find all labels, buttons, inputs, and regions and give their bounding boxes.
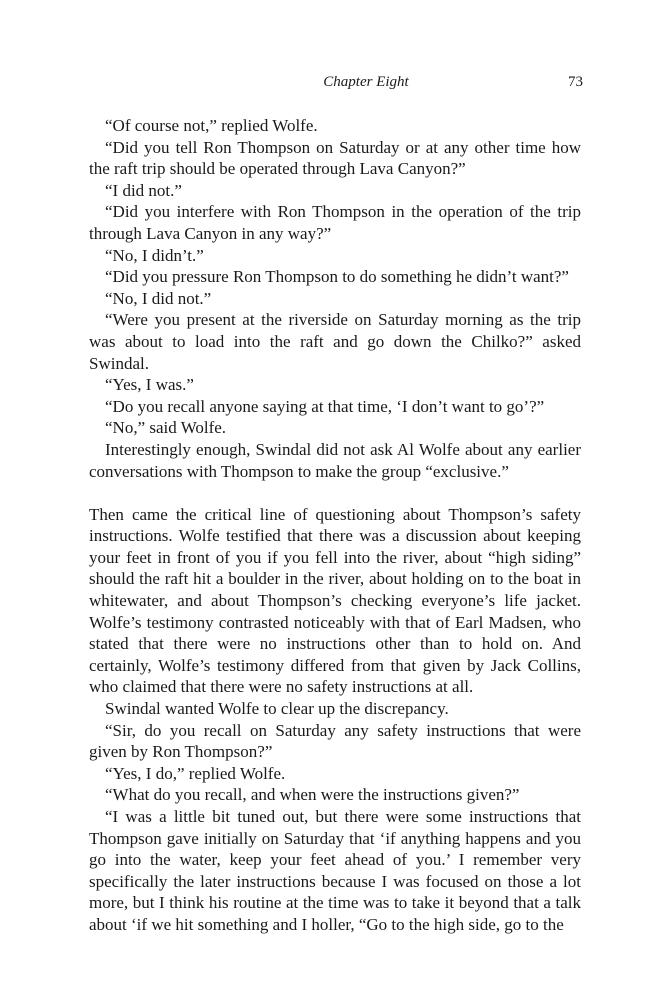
paragraph: “What do you recall, and when were the instructions given?” — [105, 785, 520, 805]
body-text — [89, 115, 581, 936]
paragraph: “Did you tell Ron Thompson on Saturday or at any other time how the raft trip should be operated through Lava Canyon?” — [89, 137, 581, 179]
section-paragraph: Then came the critical line of questioning about Thompson’s safety instructions. Wolfe testified that there was a discussion about keeping your feet in front of you if you fell into the river, about “high siding” should the raft hit a boulder in the river, about holding on to the boat in whitewater, and about Thompson’s checking everyone’s life jacket. Wolfe’s testimony contrasted noticeably with that of Earl Madsen, who stated that there were no instructions other than to hold on. And certainly, Wolfe’s testimony differed from that given by Jack Collins, who claimed that there were no safety instructions at all. — [89, 504, 581, 697]
paragraph: “Were you present at the riverside on Saturday morning as the trip was about to load into the raft and go down the Chilko?” asked Swindal. — [89, 310, 581, 373]
paragraph: “I did not.” — [105, 180, 182, 200]
paragraph: “Did you interfere with Ron Thompson in the operation of the trip through Lava Canyon in any way?” — [89, 202, 581, 243]
page-header — [89, 74, 583, 96]
paragraph: “Yes, I was.” — [105, 375, 194, 395]
paragraph: “Did you pressure Ron Thompson to do something he didn’t want?” — [105, 267, 569, 287]
paragraph: “Do you recall anyone saying at that time, ‘I don’t want to go’?” — [105, 396, 545, 416]
page-number: 73 — [568, 74, 583, 90]
paragraph: “No,” said Wolfe. — [105, 418, 227, 438]
paragraph: Swindal wanted Wolfe to clear up the discrepancy. — [105, 699, 449, 719]
paragraph: “Sir, do you recall on Saturday any safety instructions that were given by Ron Thompson?” — [89, 720, 581, 762]
paragraph: “I was a little bit tuned out, but there were some instructions that Thompson gave initially on Saturday that ‘if anything happens and you go into the water, keep your feet ahead of you.’ I remember very specifically the later instructions because I was focused on those a lot more, but I think his routine at the time was to take it beyond that a talk about ‘if we hit something and I holler, “Go to the high side, go to the — [89, 807, 581, 934]
paragraph: “No, I did not.” — [105, 288, 212, 308]
paragraph: “Of course not,” replied Wolfe. — [105, 116, 318, 135]
paragraph: “No, I didn’t.” — [105, 245, 204, 265]
paragraph: “Yes, I do,” replied Wolfe. — [105, 763, 286, 783]
paragraph: Interestingly enough, Swindal did not ask Al Wolfe about any earlier conversations with Thompson to make the group “exclusive.” — [89, 439, 581, 481]
running-head: Chapter Eight — [323, 74, 409, 90]
